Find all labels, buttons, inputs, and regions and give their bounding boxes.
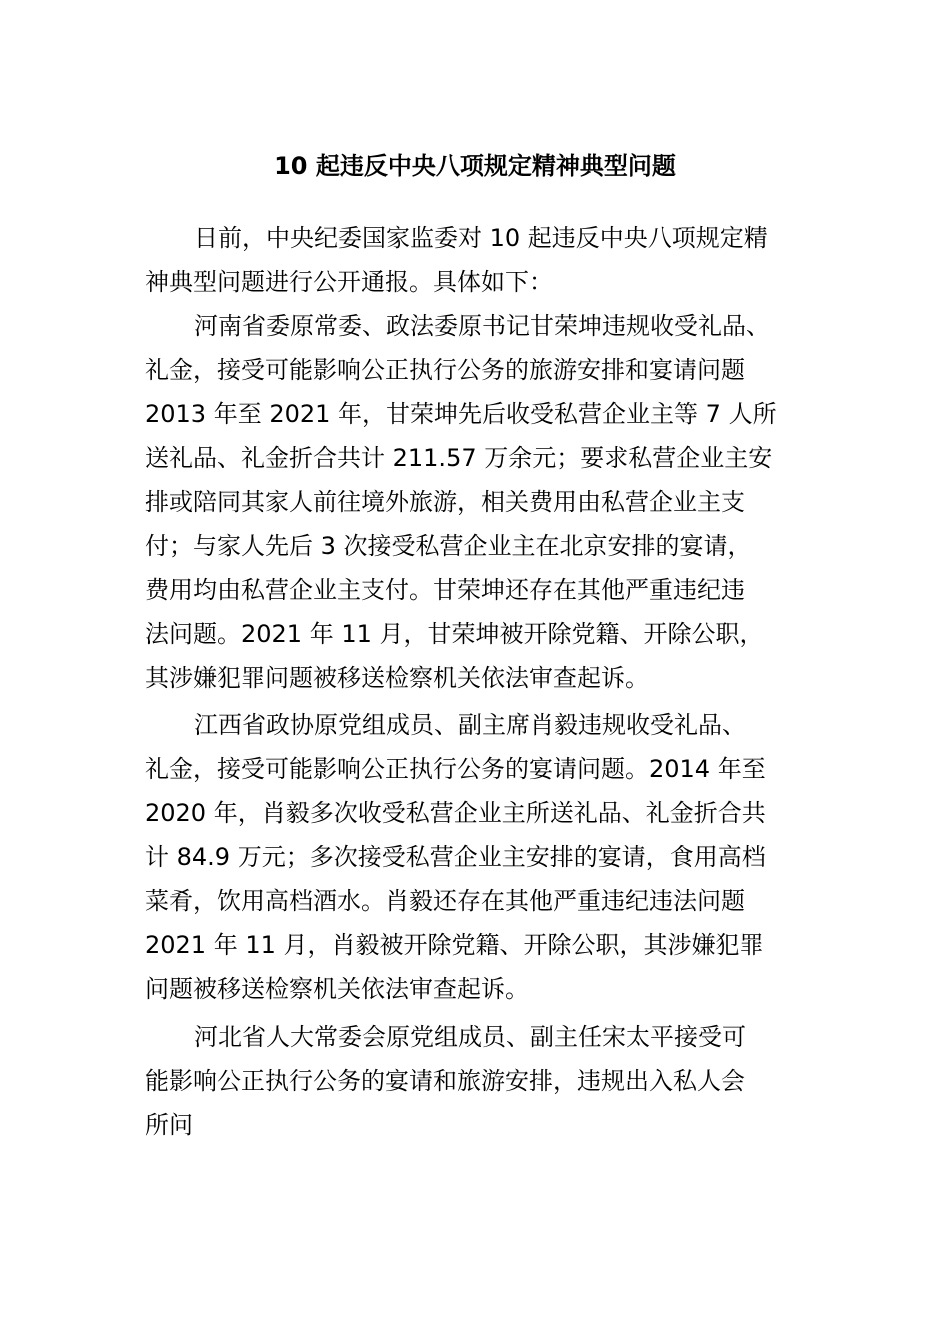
paragraph-line: 神典型问题进行公开通报。具体如下： xyxy=(145,268,553,296)
paragraph-line: 费用均由私营企业主支付。甘荣坤还存在其他严重违纪违 xyxy=(145,576,745,604)
paragraph-line: 送礼品、礼金折合共计 211.57 万余元；要求私营企业主安 xyxy=(145,444,773,472)
paragraph-line: 付；与家人先后 3 次接受私营企业主在北京安排的宴请， xyxy=(145,532,752,560)
paragraph-line: 能影响公正执行公务的宴请和旅游安排，违规出入私人会 xyxy=(145,1067,745,1095)
paragraph-line: 河南省委原常委、政法委原书记甘荣坤违规收受礼品、 xyxy=(194,312,770,340)
document-title: 10 起违反中央八项规定精神典型问题 xyxy=(274,152,676,180)
paragraph-line: 河北省人大常委会原党组成员、副主任宋太平接受可 xyxy=(194,1023,746,1051)
paragraph-line: 问题被移送检察机关依法审查起诉。 xyxy=(145,975,529,1003)
paragraph-line: 江西省政协原党组成员、副主席肖毅违规收受礼品、 xyxy=(194,711,746,739)
paragraph-line: 2021 年 11 月，肖毅被开除党籍、开除公职，其涉嫌犯罪 xyxy=(145,931,764,959)
paragraph-line: 日前，中央纪委国家监委对 10 起违反中央八项规定精 xyxy=(194,224,768,252)
paragraph-line: 其涉嫌犯罪问题被移送检察机关依法审查起诉。 xyxy=(145,664,649,692)
paragraph-line: 礼金，接受可能影响公正执行公务的旅游安排和宴请问题 xyxy=(145,356,745,384)
paragraph-line: 2013 年至 2021 年，甘荣坤先后收受私营企业主等 7 人所 xyxy=(145,400,777,428)
paragraph-line: 法问题。2021 年 11 月，甘荣坤被开除党籍、开除公职， xyxy=(145,620,764,648)
paragraph-line: 所问 xyxy=(145,1111,193,1139)
paragraph-line: 菜肴，饮用高档酒水。肖毅还存在其他严重违纪违法问题 xyxy=(145,887,745,915)
paragraph-line: 排或陪同其家人前往境外旅游，相关费用由私营企业主支 xyxy=(145,488,745,516)
paragraph-line: 2020 年，肖毅多次收受私营企业主所送礼品、礼金折合共 xyxy=(145,799,766,827)
paragraph-line: 礼金，接受可能影响公正执行公务的宴请问题。2014 年至 xyxy=(145,755,766,783)
paragraph-line: 计 84.9 万元；多次接受私营企业主安排的宴请，食用高档 xyxy=(145,843,766,871)
